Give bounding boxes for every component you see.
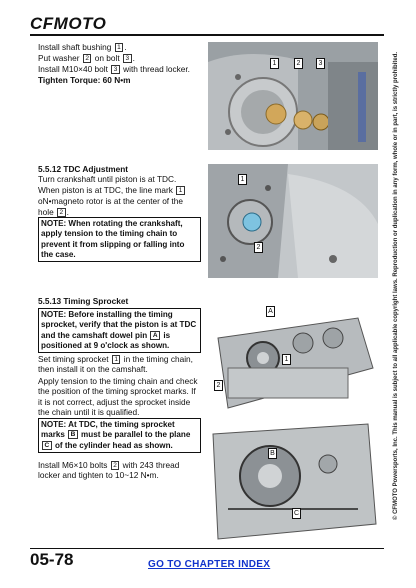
header-rule	[30, 34, 384, 36]
callout-tag: 1	[270, 58, 279, 69]
text: Put washer	[38, 53, 82, 63]
text: in the timing chain, then install it on the camshaft.	[38, 354, 193, 375]
figure-tdc-mark	[208, 164, 378, 278]
sprocket-step-tension: Apply tension to the timing chain and check the position of the timing sprocket marks. If it is not correct, adjust the sprocket inside the chain until it is qualified.	[38, 376, 198, 418]
callout-tag: B	[268, 448, 277, 459]
figure-illustration	[208, 164, 378, 278]
callout-tag: C	[42, 441, 52, 450]
chapter-index-link[interactable]: GO TO CHAPTER INDEX	[148, 559, 271, 570]
figure-shaft-bushing	[208, 42, 378, 150]
section-heading-timing-sprocket: 5.5.13 Timing Sprocket	[38, 296, 129, 306]
copyright-notice: © CFMOTO Powersports, Inc. This manual is subject to all applicable copyright laws. Reproduction or duplication in any form, whole or in part, is strictly prohibited.	[393, 51, 399, 520]
text: hole	[38, 207, 56, 217]
figure-illustration	[208, 414, 378, 542]
callout-tag: 1	[282, 354, 291, 365]
text: is positioned at 9 o'clock as shown.	[41, 330, 171, 350]
sprocket-step-bolts	[38, 460, 201, 481]
step-install-bushing	[38, 42, 127, 52]
callout-tag: 3	[316, 58, 325, 69]
tdc-text: Turn crankshaft until piston is at TDC.	[38, 174, 177, 184]
callout-tag: 1	[112, 355, 121, 364]
figure-timing-sprocket	[208, 298, 378, 410]
text: Install shaft bushing	[38, 42, 114, 52]
callout-tag: 1	[176, 186, 185, 195]
tighten-torque: Tighten Torque: 60 N•m	[38, 75, 131, 85]
callout-tag: 2	[57, 208, 66, 217]
callout-tag: B	[68, 430, 78, 439]
figure-sprocket-marks	[208, 414, 378, 542]
text: on bolt	[92, 53, 122, 63]
callout-tag: A	[150, 331, 160, 340]
callout-tag: 1	[115, 43, 124, 52]
callout-tag: 3	[123, 54, 132, 63]
footer-rule	[30, 548, 384, 549]
note-box-tdc: NOTE: When rotating the crankshaft, apply tension to the timing chain to prevent it from slipping or falling into the case.	[38, 217, 201, 262]
tdc-text: oN•magneto rotor is at the center of the	[38, 196, 183, 206]
figure-illustration	[208, 42, 378, 150]
tdc-text	[38, 185, 186, 195]
sprocket-step-set	[38, 354, 201, 375]
page-number: 05-78	[30, 550, 74, 569]
text: .	[132, 53, 135, 63]
callout-tag: 1	[238, 174, 247, 185]
brand-logo: CFMOTO	[30, 14, 107, 33]
callout-tag: 3	[111, 65, 120, 74]
tdc-text	[38, 207, 69, 217]
note-box-marks	[38, 418, 201, 453]
callout-tag: A	[266, 306, 275, 317]
section-heading-tdc: 5.5.12 TDC Adjustment	[38, 164, 129, 174]
text: Install M10×40 bolt	[38, 64, 111, 74]
text: must be parallel to the plane	[78, 430, 191, 440]
step-put-washer	[38, 53, 135, 63]
note-box-sprocket	[38, 308, 201, 353]
callout-tag: C	[293, 510, 300, 517]
text: .	[66, 207, 69, 217]
text: Install M6×10 bolts	[38, 460, 110, 470]
figure-illustration	[208, 298, 378, 410]
callout-tag: 2	[254, 242, 263, 253]
text: of the cylinder head as shown.	[52, 440, 173, 450]
text: NOTE: At TDC, the timing sprocket marks	[41, 420, 175, 440]
callout-tag: 2	[83, 54, 92, 63]
text: .	[124, 42, 127, 52]
text: NOTE: Before installing the timing sprocket, verify that the piston is at TDC and the camshaft dowel pin	[41, 310, 197, 340]
text: with thread locker.	[120, 64, 190, 74]
callout-tag: 2	[294, 58, 303, 69]
text: with 243 thread locker and tighten to 10~12 N•m.	[38, 460, 180, 481]
callout-tag: 2	[214, 380, 223, 391]
text: When piston is at TDC, the line mark	[38, 185, 176, 195]
step-install-bolt	[38, 64, 190, 74]
callout-tag: 2	[111, 461, 120, 470]
text: Set timing sprocket	[38, 354, 111, 364]
